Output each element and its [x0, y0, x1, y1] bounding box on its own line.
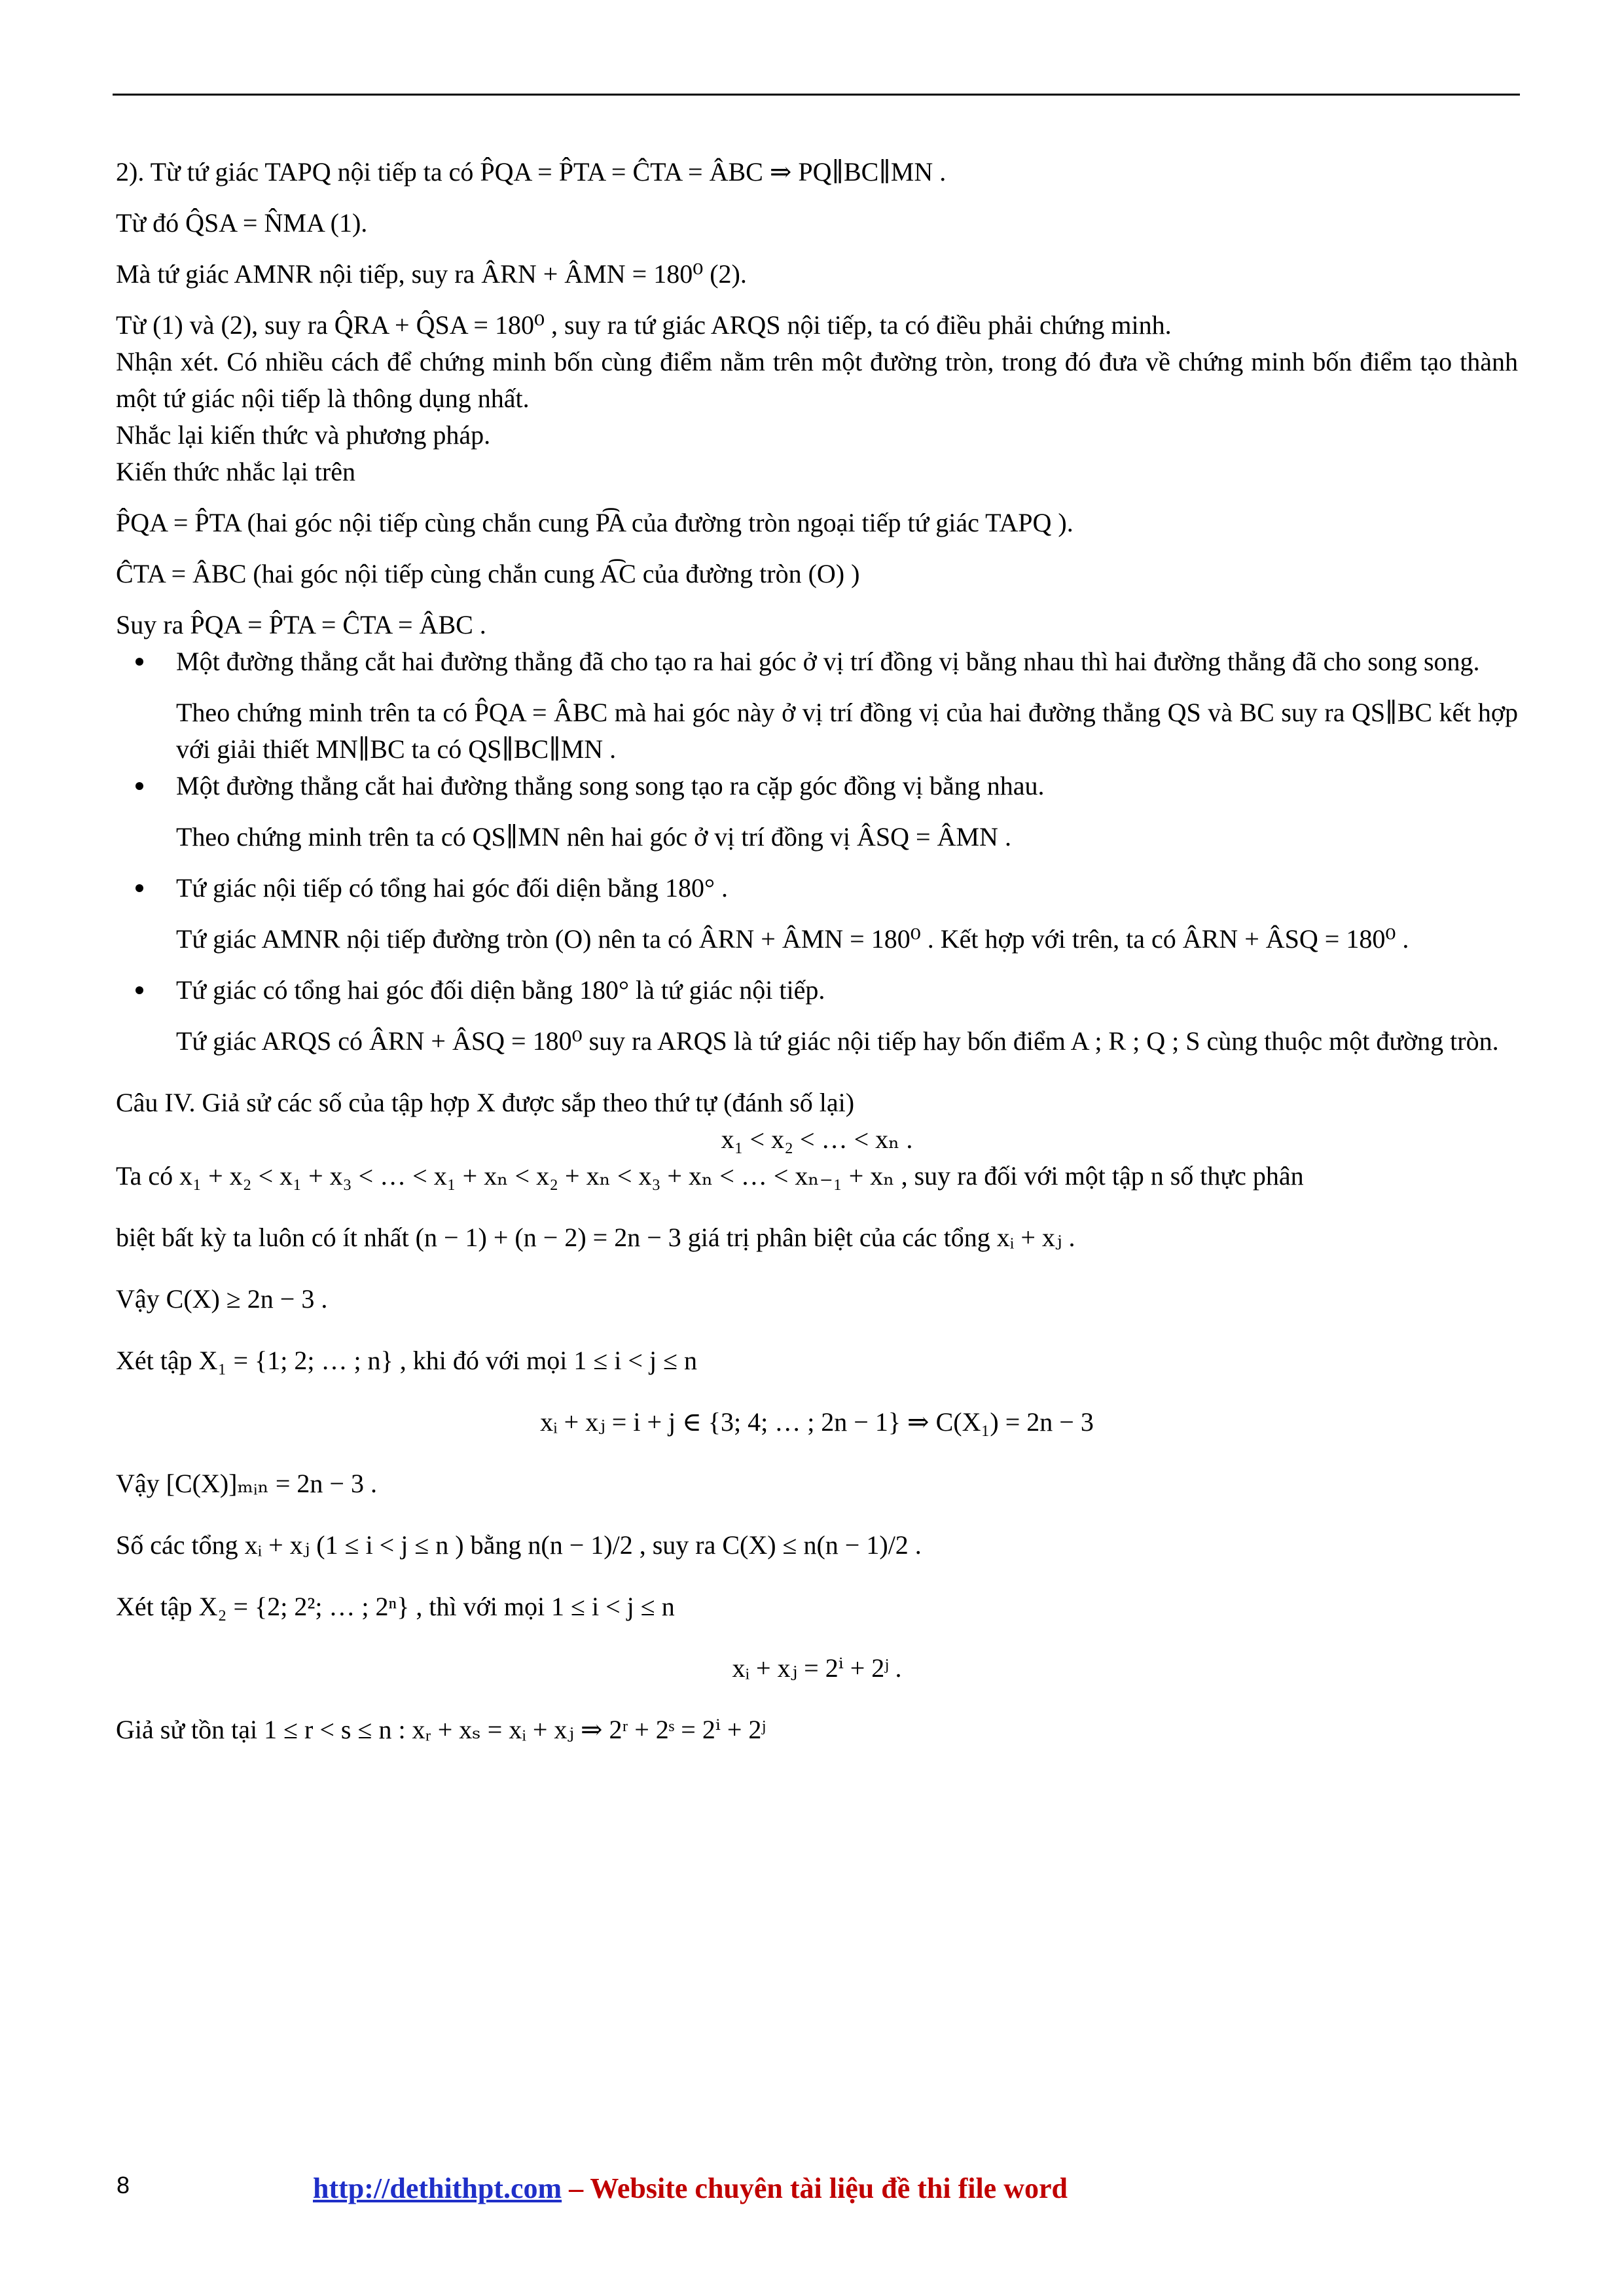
text-line: P̂QA = P̂TA (hai góc nội tiếp cùng chắn cung P͡A của đường tròn ngoại tiếp tứ giác TAPQ ).	[116, 508, 1074, 537]
website-link[interactable]: http://dethithpt.com	[313, 2172, 562, 2204]
header-rule	[113, 94, 1520, 96]
text-line: Mà tứ giác AMNR nội tiếp, suy ra ÂRN + ÂMN = 180⁰ (2).	[116, 259, 747, 289]
text-line: Xét tập X₂ = {2; 2²; … ; 2ⁿ} , thì với mọi 1 ≤ i < j ≤ n	[116, 1592, 675, 1621]
text-line: biệt bất kỳ ta luôn có ít nhất (n − 1) + (n − 2) = 2n − 3 giá trị phân biệt của các tổng xᵢ + xⱼ .	[116, 1223, 1075, 1252]
bullet-item: Tứ giác có tổng hai góc đối diện bằng 180° là tứ giác nội tiếp.	[116, 972, 1518, 1009]
text-line: Từ đó Q̂SA = N̂MA (1).	[116, 208, 368, 238]
bullet-explanation: Theo chứng minh trên ta có P̂QA = ÂBC mà hai góc này ở vị trí đồng vị của hai đường thẳng QS và BC suy ra QS∥BC kết hợp với giải thiết MN∥BC ta có QS∥BC∥MN .	[176, 698, 1518, 764]
text-line: Từ (1) và (2), suy ra Q̂RA + Q̂SA = 180⁰ , suy ra tứ giác ARQS nội tiếp, ta có điều phải chứng minh.	[116, 310, 1172, 340]
formula-line: xᵢ + xⱼ = i + j ∈ {3; 4; … ; 2n − 1} ⇒ C(X₁) = 2n − 3	[540, 1407, 1094, 1437]
footer-tagline: – Website chuyên tài liệu đề thi file word	[562, 2172, 1068, 2204]
text-line: Vậy C(X) ≥ 2n − 3 .	[116, 1284, 328, 1314]
page-footer	[0, 2172, 1624, 2211]
question-heading: Câu IV. Giả sử các số của tập hợp X được sắp theo thứ tự (đánh số lại)	[116, 1088, 855, 1117]
section-heading: Kiến thức nhắc lại trên	[116, 457, 355, 486]
document-body	[116, 154, 1518, 1748]
text-line: ĈTA = ÂBC (hai góc nội tiếp cùng chắn cung A͡C của đường tròn (O) )	[116, 559, 860, 588]
section-heading: Nhắc lại kiến thức và phương pháp.	[116, 420, 491, 450]
text-line: 2). Từ tứ giác TAPQ nội tiếp ta có P̂QA = P̂TA = ĈTA = ÂBC ⇒ PQ∥BC∥MN .	[116, 157, 947, 187]
bullet-item: Tứ giác nội tiếp có tổng hai góc đối diện bằng 180° .	[116, 870, 1518, 906]
text-line: Ta có x₁ + x₂ < x₁ + x₃ < … < x₁ + xₙ < x₂ + xₙ < x₃ + xₙ < … < xₙ₋₁ + xₙ , suy ra đối với một tập n số thực phân	[116, 1161, 1304, 1191]
formula-line: x₁ < x₂ < … < xₙ .	[721, 1124, 913, 1154]
bullet-item: Một đường thẳng cắt hai đường thẳng đã cho tạo ra hai góc ở vị trí đồng vị bằng nhau thì hai đường thẳng đã cho song song.	[116, 643, 1518, 680]
footer-text	[313, 2172, 1068, 2205]
text-line: Vậy [C(X)]ₘᵢₙ = 2n − 3 .	[116, 1469, 377, 1498]
page-number: 8	[117, 2172, 130, 2198]
bullet-explanation: Tứ giác AMNR nội tiếp đường tròn (O) nên ta có ÂRN + ÂMN = 180⁰ . Kết hợp với trên, ta có ÂRN + ÂSQ = 180⁰ .	[176, 924, 1409, 954]
text-line: Giả sử tồn tại 1 ≤ r < s ≤ n : xᵣ + xₛ = xᵢ + xⱼ ⇒ 2ʳ + 2ˢ = 2ⁱ + 2ʲ	[116, 1715, 766, 1744]
bullet-explanation: Tứ giác ARQS có ÂRN + ÂSQ = 180⁰ suy ra ARQS là tứ giác nội tiếp hay bốn điểm A ; R ; Q ; S cùng thuộc một đường tròn.	[176, 1026, 1499, 1056]
text-line: Suy ra P̂QA = P̂TA = ĈTA = ÂBC .	[116, 610, 486, 639]
remark-paragraph: Nhận xét. Có nhiều cách để chứng minh bốn cùng điểm nằm trên một đường tròn, trong đó đưa về chứng minh bốn điểm tạo thành một tứ giác nội tiếp là thông dụng nhất.	[116, 347, 1518, 413]
text-line: Số các tổng xᵢ + xⱼ (1 ≤ i < j ≤ n ) bằng n(n − 1)/2 , suy ra C(X) ≤ n(n − 1)/2 .	[116, 1530, 922, 1560]
bullet-item: Một đường thẳng cắt hai đường thẳng song song tạo ra cặp góc đồng vị bằng nhau.	[116, 768, 1518, 804]
bullet-explanation: Theo chứng minh trên ta có QS∥MN nên hai góc ở vị trí đồng vị ÂSQ = ÂMN .	[176, 822, 1011, 852]
formula-line: xᵢ + xⱼ = 2ⁱ + 2ʲ .	[732, 1653, 902, 1683]
text-line: Xét tập X₁ = {1; 2; … ; n} , khi đó với mọi 1 ≤ i < j ≤ n	[116, 1346, 698, 1375]
